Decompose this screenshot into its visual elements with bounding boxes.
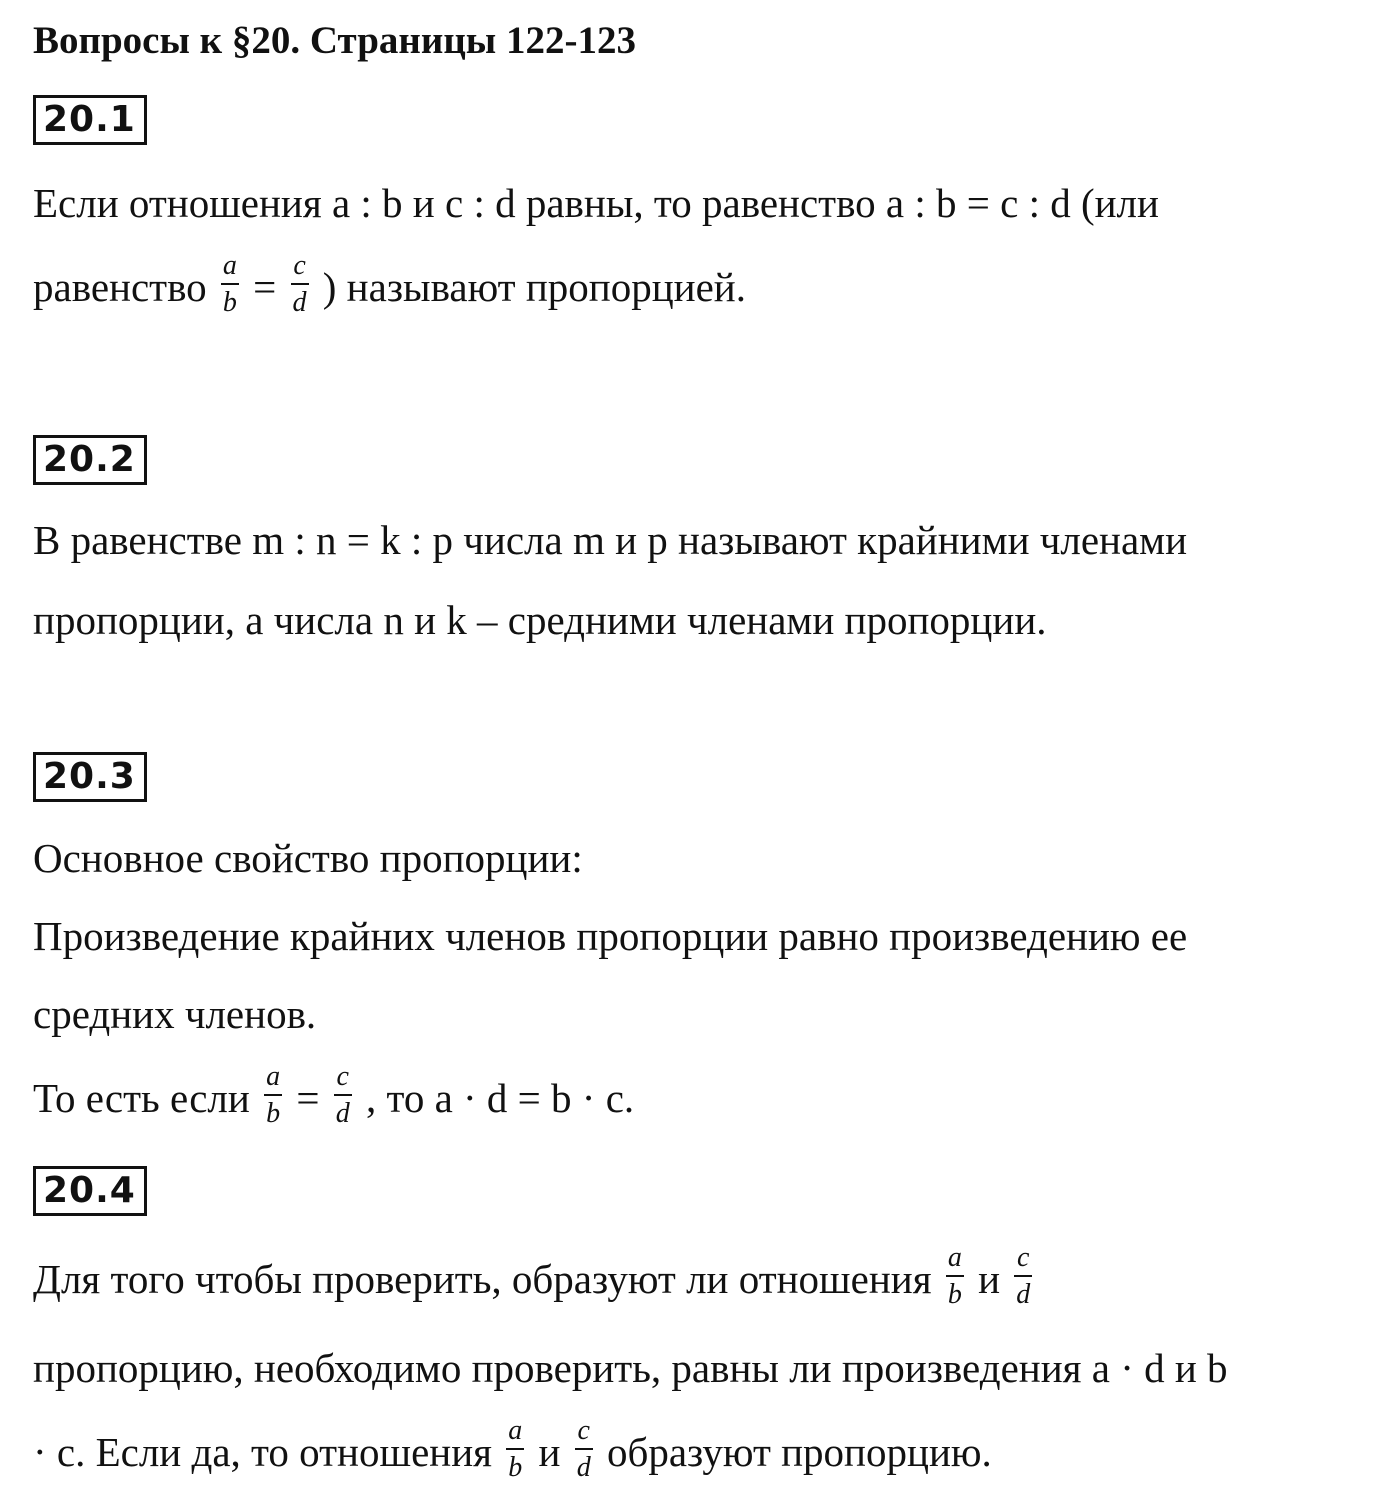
fraction-c-d bbox=[334, 1060, 352, 1132]
answer-20-1-line-2 bbox=[33, 249, 746, 321]
fraction-denominator: d bbox=[1016, 1278, 1031, 1310]
answer-20-2-line-1: В равенстве m : n = k : p числа m и p называют крайними членами bbox=[33, 517, 1188, 563]
answer-20-4-line-1 bbox=[33, 1241, 1036, 1313]
answer-20-3-line-2: Произведение крайних членов пропорции равно произведению ее bbox=[33, 913, 1188, 959]
question-number-20-3: 20.3 bbox=[33, 752, 147, 802]
fraction-numerator: c bbox=[575, 1414, 593, 1450]
answer-20-1-line-1: Если отношения a : b и c : d равны, то равенство a : b = c : d (или bbox=[33, 180, 1159, 226]
answer-text: и bbox=[528, 1429, 571, 1475]
fraction-numerator: a bbox=[221, 249, 239, 285]
fraction-a-b bbox=[264, 1060, 282, 1132]
answer-text: равенство bbox=[33, 264, 217, 310]
fraction-denominator: d bbox=[576, 1451, 591, 1483]
fraction-numerator: c bbox=[334, 1060, 352, 1096]
answer-20-4-line-2: пропорцию, необходимо проверить, равны ли произведения a · d и b bbox=[33, 1345, 1228, 1391]
answer-20-3-line-4 bbox=[33, 1060, 635, 1132]
answer-20-3-line-1: Основное свойство пропорции: bbox=[33, 835, 583, 881]
answer-text: и bbox=[967, 1256, 1011, 1302]
answer-text: · c. Если да, то отношения bbox=[33, 1429, 503, 1475]
fraction-numerator: a bbox=[506, 1414, 524, 1450]
answer-text: ) называют пропорцией. bbox=[312, 264, 746, 310]
answer-text: , то a · d = b · c. bbox=[355, 1075, 635, 1121]
fraction-c-d bbox=[291, 249, 309, 321]
fraction-c-d bbox=[575, 1414, 593, 1486]
answer-text: Для того чтобы проверить, образуют ли отношения bbox=[33, 1256, 942, 1302]
question-number-20-4: 20.4 bbox=[33, 1166, 147, 1216]
answer-text: То есть если bbox=[33, 1075, 261, 1121]
equals-sign: = bbox=[242, 264, 287, 310]
equals-sign: = bbox=[286, 1075, 330, 1121]
fraction-a-b bbox=[221, 249, 239, 321]
fraction-denominator: d bbox=[292, 286, 307, 318]
fraction-c-d bbox=[1014, 1241, 1032, 1313]
fraction-numerator: a bbox=[264, 1060, 282, 1096]
fraction-numerator: a bbox=[946, 1241, 964, 1277]
question-number-20-2: 20.2 bbox=[33, 435, 147, 485]
fraction-denominator: b bbox=[222, 286, 237, 318]
fraction-numerator: c bbox=[1014, 1241, 1032, 1277]
fraction-a-b bbox=[506, 1414, 524, 1486]
fraction-a-b bbox=[946, 1241, 964, 1313]
fraction-denominator: b bbox=[266, 1097, 281, 1129]
answer-20-2-line-2: пропорции, а числа n и k – средними членами пропорции. bbox=[33, 597, 1047, 643]
fraction-denominator: d bbox=[335, 1097, 350, 1129]
fraction-denominator: b bbox=[947, 1278, 962, 1310]
answer-20-3-line-3: средних членов. bbox=[33, 991, 317, 1037]
answer-20-4-line-3 bbox=[33, 1414, 992, 1486]
page-title: Вопросы к §20. Страницы 122-123 bbox=[33, 19, 636, 62]
fraction-numerator: c bbox=[291, 249, 309, 285]
fraction-denominator: b bbox=[508, 1451, 523, 1483]
answer-text: образуют пропорцию. bbox=[596, 1429, 992, 1475]
question-number-20-1: 20.1 bbox=[33, 95, 147, 145]
